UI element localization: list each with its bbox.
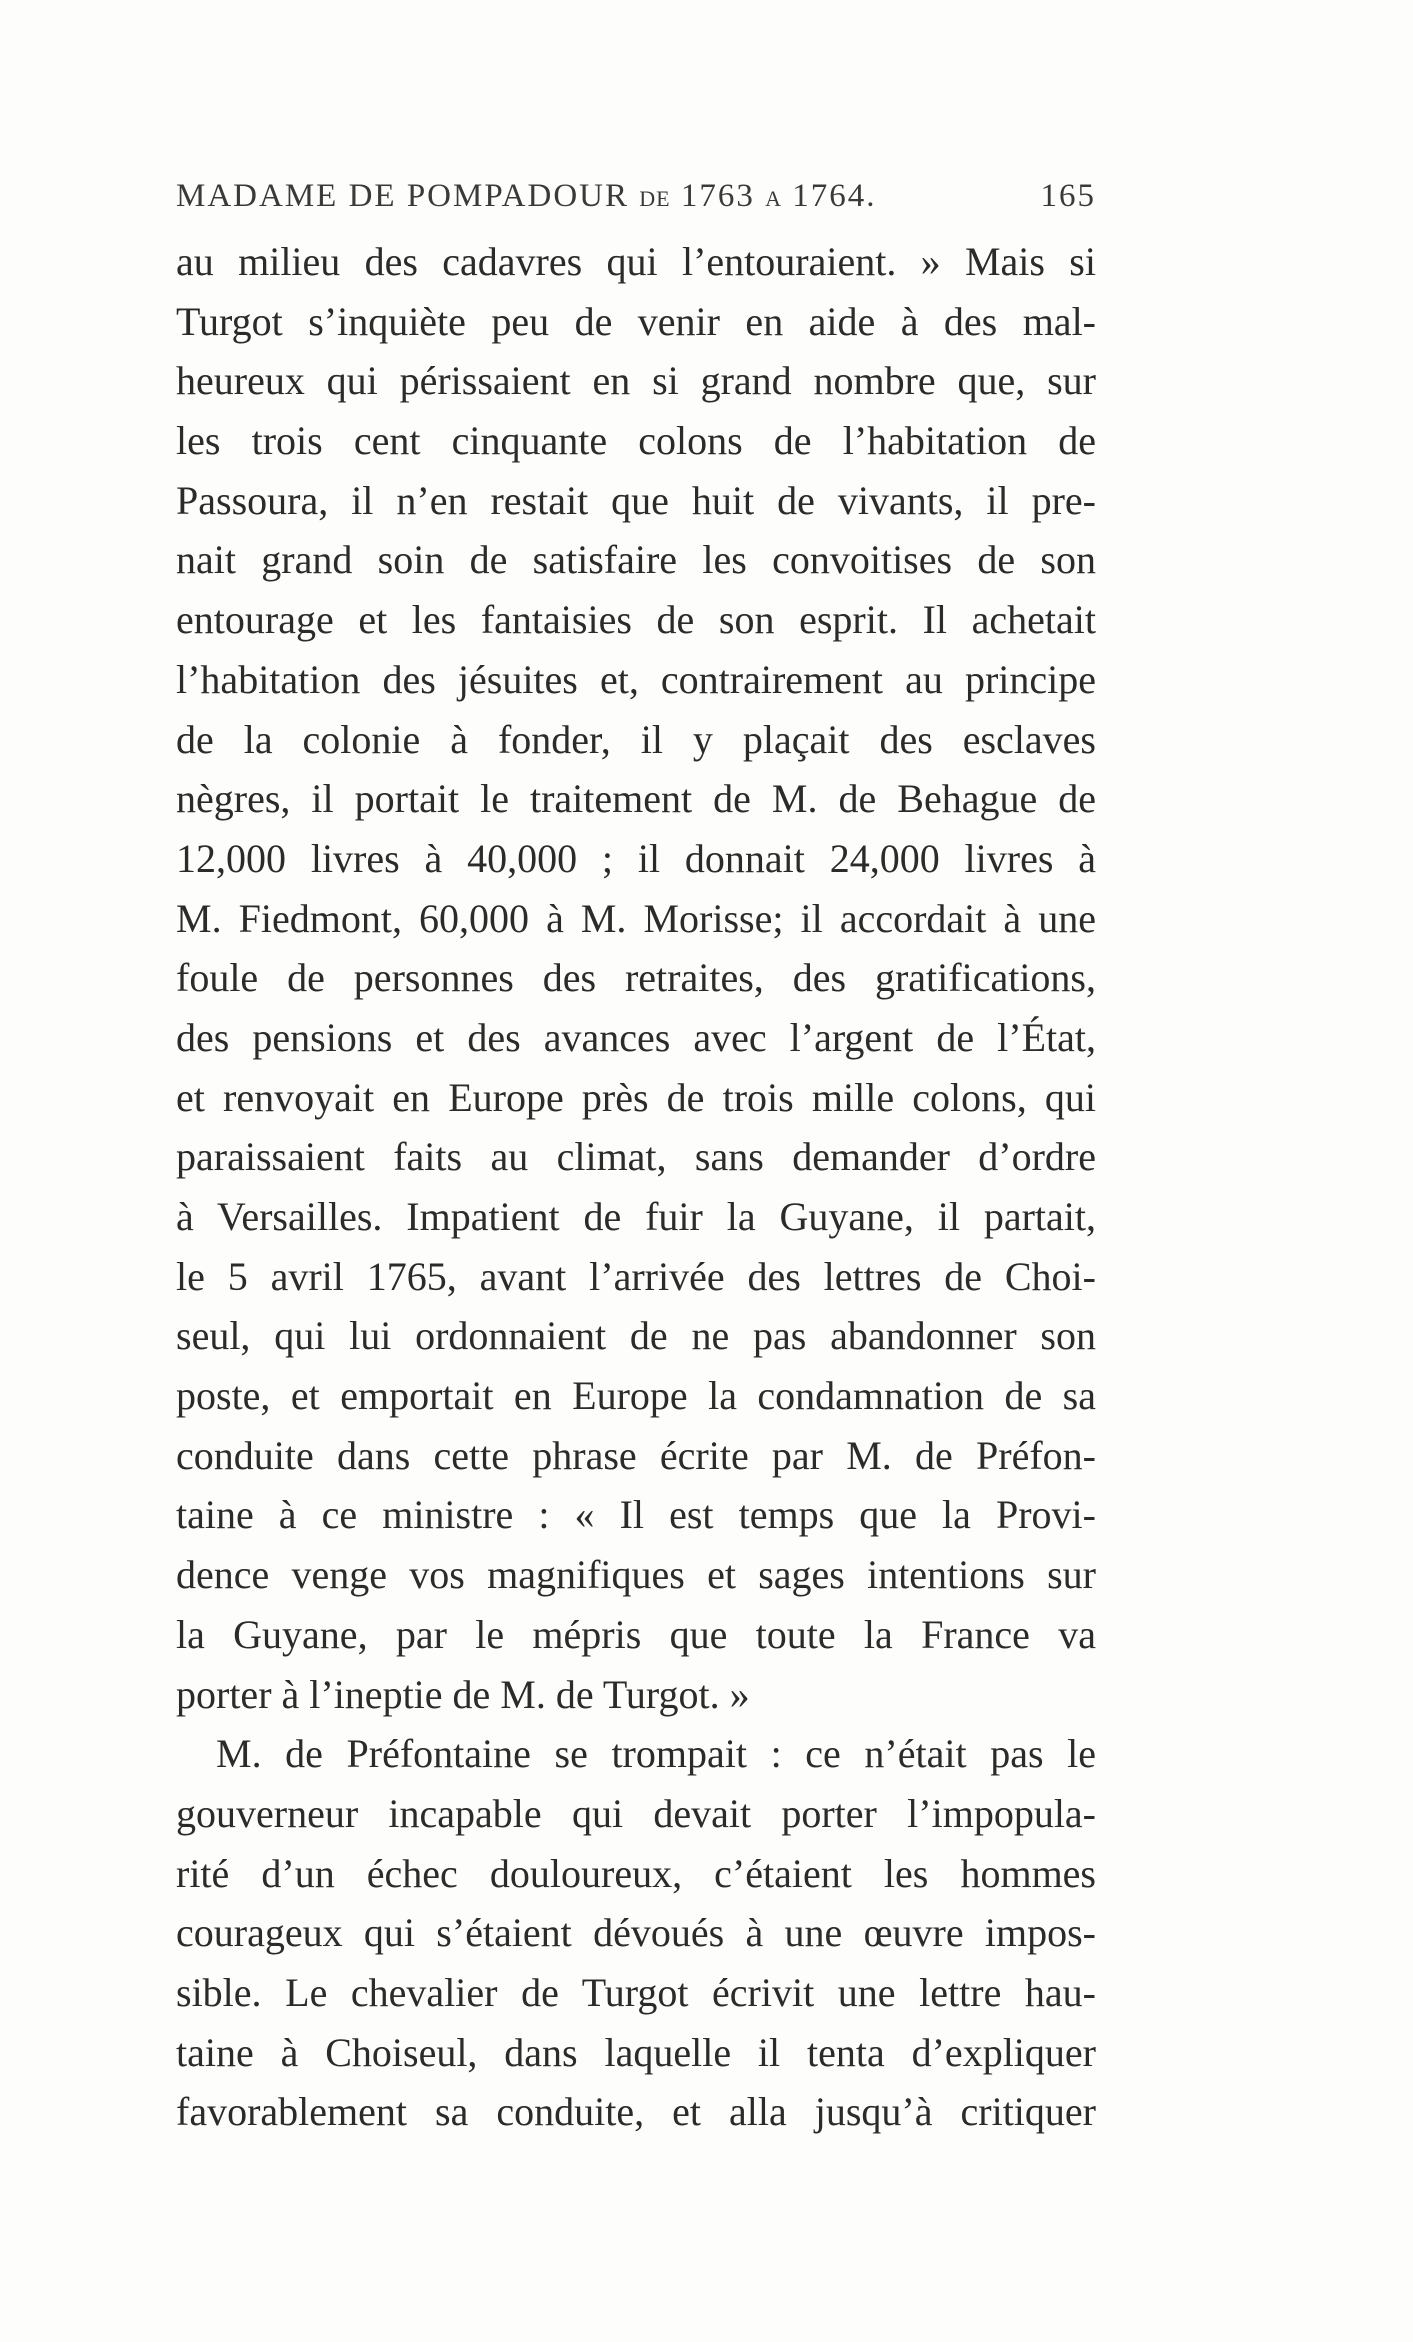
text-line: taine à Choiseul, dans laquelle il tenta d’expliquer bbox=[176, 2029, 1096, 2075]
text-line: de la colonie à fonder, il y plaçait des esclaves bbox=[176, 716, 1096, 762]
text-line: à Versailles. Impatient de fuir la Guyane, il partait, bbox=[176, 1194, 1096, 1239]
text-line: porter à l’ineptie de M. de Turgot. » bbox=[176, 1671, 750, 1717]
text-line: nègres, il portait le traitement de M. de Behague de bbox=[176, 776, 1096, 822]
text-line: les trois cent cinquante colons de l’habitation de bbox=[176, 418, 1096, 464]
paragraph-2 bbox=[176, 1724, 1096, 2142]
text-line: Passoura, il n’en restait que huit de vivants, il pre- bbox=[176, 477, 1096, 523]
header-title-group bbox=[176, 178, 876, 215]
text-line: le 5 avril 1765, avant l’arrivée des lettres de Choi- bbox=[176, 1253, 1096, 1299]
text-line: et renvoyait en Europe près de trois mille colons, qui bbox=[176, 1074, 1096, 1120]
page-number: 165 bbox=[1040, 178, 1096, 214]
text-line: seul, qui lui ordonnaient de ne pas abandonner son bbox=[176, 1313, 1096, 1359]
paragraph-1 bbox=[176, 232, 1096, 1724]
text-line: foule de personnes des retraites, des gratifications, bbox=[176, 955, 1096, 1001]
text-line: favorablement sa conduite, et alla jusqu’à critiquer bbox=[176, 2089, 1096, 2135]
text-line: des pensions et des avances avec l’argent de l’État, bbox=[176, 1014, 1096, 1060]
text-line: taine à ce ministre : « Il est temps que la Provi- bbox=[176, 1492, 1096, 1538]
header-range-end: 1764. bbox=[792, 178, 877, 214]
text-line: gouverneur incapable qui devait porter l’impopula- bbox=[176, 1790, 1096, 1836]
text-line: Turgot s’inquiète peu de venir en aide à des mal- bbox=[176, 298, 1096, 344]
text-line: la Guyane, par le mépris que toute la France va bbox=[176, 1611, 1096, 1657]
header-range-start: 1763 bbox=[680, 178, 755, 214]
text-line: 12,000 livres à 40,000 ; il donnait 24,000 livres à bbox=[176, 835, 1096, 881]
text-line: rité d’un échec douloureux, c’étaient les hommes bbox=[176, 1850, 1096, 1896]
text-line: entourage et les fantaisies de son esprit. Il achetait bbox=[176, 597, 1096, 643]
text-line: paraissaient faits au climat, sans demander d’ordre bbox=[176, 1134, 1096, 1180]
text-line: dence venge vos magnifiques et sages intentions sur bbox=[176, 1552, 1096, 1598]
text-line: nait grand soin de satisfaire les convoitises de son bbox=[176, 537, 1096, 583]
text-line: poste, et emportait en Europe la condamnation de sa bbox=[176, 1373, 1096, 1419]
text-line: M. Fiedmont, 60,000 à M. Morisse; il accordait à une bbox=[176, 895, 1096, 941]
text-line: l’habitation des jésuites et, contrairement au principe bbox=[176, 656, 1096, 702]
text-line: M. de Préfontaine se trompait : ce n’était pas le bbox=[216, 1731, 1096, 1777]
header-title: MADAME DE POMPADOUR bbox=[176, 178, 630, 214]
text-line: au milieu des cadavres qui l’entouraient. » Mais si bbox=[176, 239, 1096, 284]
text-line: sible. Le chevalier de Turgot écrivit une lettre hau- bbox=[176, 1969, 1096, 2015]
header-range-prefix: DE bbox=[639, 186, 671, 211]
running-header bbox=[176, 178, 1096, 215]
body-text bbox=[176, 232, 1096, 2142]
text-line: conduite dans cette phrase écrite par M. de Préfon- bbox=[176, 1432, 1096, 1478]
text-line: courageux qui s’étaient dévoués à une œuvre impos- bbox=[176, 1910, 1096, 1956]
header-range-sep: A bbox=[765, 186, 782, 211]
text-line: heureux qui périssaient en si grand nombre que, sur bbox=[176, 358, 1096, 404]
